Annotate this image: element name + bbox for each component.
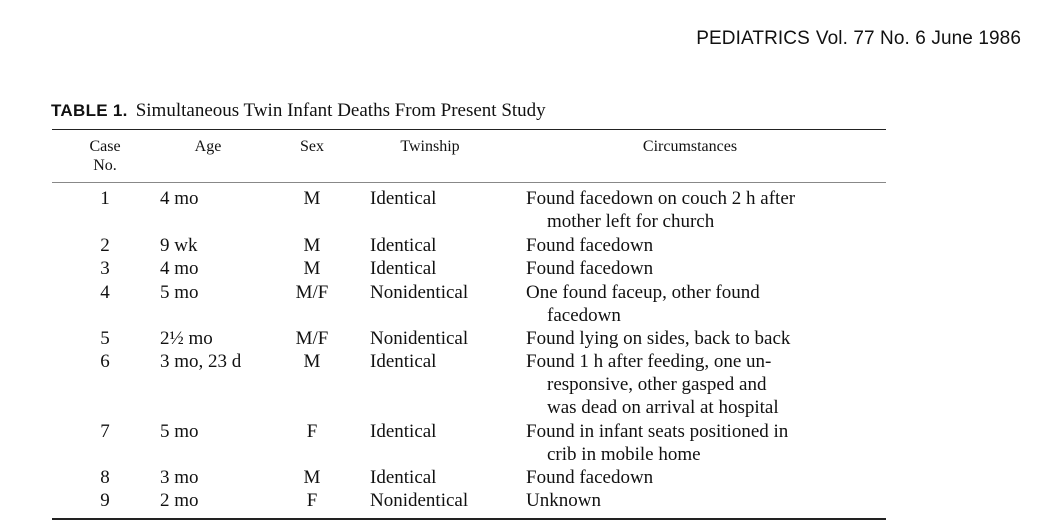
table-title: Simultaneous Twin Infant Deaths From Present Study [135,100,546,121]
age: 2 mo [160,490,199,511]
circumstances-line: Found facedown [526,258,654,279]
circumstances-line: facedown [547,305,621,326]
age: 4 mo [160,258,199,279]
twinship: Nonidentical [370,282,469,303]
table-bottom-rule [52,518,886,520]
circumstances-line: Found facedown [526,467,654,488]
circumstances [526,350,779,419]
sex: M [303,188,321,209]
sex: M/F [295,328,329,349]
header-rule [52,182,886,183]
age: 2½ mo [160,328,213,349]
circumstances-line: Found in infant seats positioned in [526,421,789,442]
circumstances [526,420,788,466]
header-case-no [67,137,143,175]
sex: M/F [295,282,329,303]
age: 5 mo [160,421,199,442]
journal-header [696,28,1021,50]
case-number: 4 [100,282,110,303]
age: 3 mo [160,467,199,488]
case-number: 7 [100,421,110,442]
sex: M [303,351,321,372]
circumstances [526,466,653,489]
case-number: 2 [100,235,110,256]
case-number: 5 [100,328,110,349]
circumstances-line: was dead on arrival at hospital [547,397,779,418]
journal-issue: Vol. 77 No. 6 June 1986 [815,28,1021,49]
sex: M [303,467,321,488]
circumstances [526,234,653,257]
age: 3 mo, 23 d [160,351,242,372]
case-number: 3 [100,258,110,279]
circumstances-line: crib in mobile home [547,444,701,465]
journal-name: PEDIATRICS [696,28,810,49]
twinship: Identical [370,235,437,256]
circumstances [526,281,760,327]
twinship: Nonidentical [370,328,469,349]
case-number: 8 [100,467,110,488]
circumstances [526,257,653,280]
twinship: Identical [370,188,437,209]
case-number: 9 [100,490,110,511]
case-number: 6 [100,351,110,372]
twinship: Identical [370,467,437,488]
header-twinship: Twinship [400,138,460,155]
header-age: Age [194,138,222,155]
circumstances-line: responsive, other gasped and [547,374,767,395]
header-case-line1: Case [89,138,121,155]
table-label: TABLE 1. [51,101,128,120]
circumstances-line: Found facedown [526,235,654,256]
circumstances-line: mother left for church [547,211,715,232]
age: 9 wk [160,235,198,256]
twinship: Identical [370,258,437,279]
circumstances [526,187,795,233]
circumstances-line: One found faceup, other found [526,282,760,303]
sex: M [303,235,321,256]
header-case-line2: No. [93,157,117,174]
age: 4 mo [160,188,199,209]
sex: F [306,490,318,511]
twinship: Identical [370,351,437,372]
twinship: Nonidentical [370,490,469,511]
circumstances-line: Found facedown on couch 2 h after [526,188,796,209]
case-number: 1 [100,188,110,209]
table-top-rule [52,129,886,130]
table-caption [51,100,546,122]
twinship: Identical [370,421,437,442]
circumstances-line: Found 1 h after feeding, one un- [526,351,772,372]
header-sex: Sex [300,138,324,155]
circumstances [526,327,790,350]
circumstances-line: Unknown [526,490,601,511]
sex: F [306,421,318,442]
circumstances [526,489,601,512]
circumstances-line: Found lying on sides, back to back [526,328,791,349]
sex: M [303,258,321,279]
age: 5 mo [160,282,199,303]
header-circumstances: Circumstances [642,138,738,155]
